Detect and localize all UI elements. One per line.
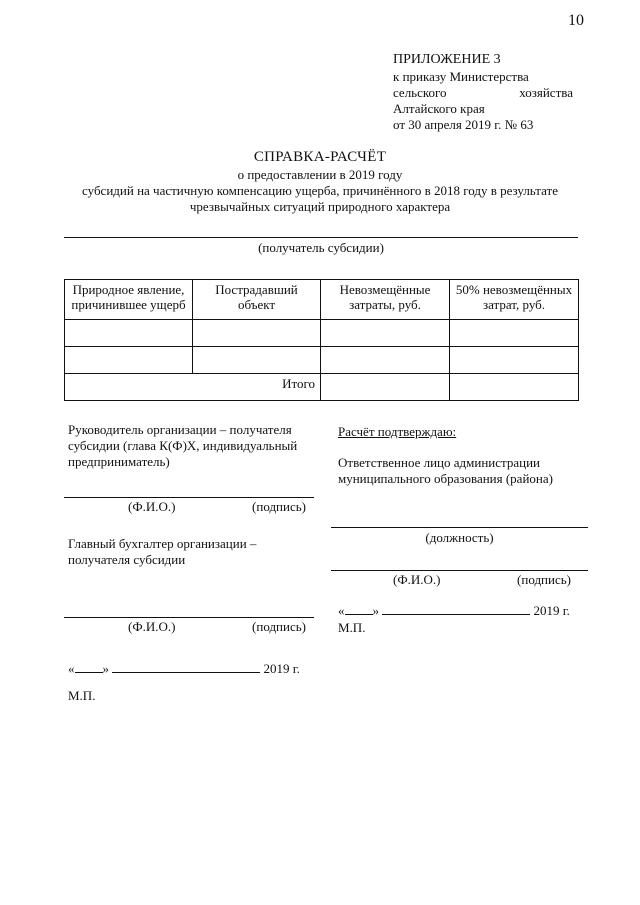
- table-row: [65, 347, 579, 374]
- document-title: [60, 149, 580, 215]
- position-label: (должность): [425, 530, 494, 545]
- appendix-date: от 30 апреля 2019 г. № 63: [393, 117, 534, 132]
- signature-label: (подпись): [252, 619, 306, 634]
- accountant-signature-line[interactable]: [64, 617, 314, 618]
- table-cell[interactable]: [65, 347, 193, 374]
- accountant-signature-labels: [128, 619, 306, 635]
- appendix-line-justified: [393, 85, 573, 101]
- date-quote-close: »: [102, 661, 109, 676]
- table-header: 50% невозмещённых затрат, руб.: [450, 280, 579, 320]
- left-date-row: [68, 661, 300, 677]
- fio-label: (Ф.И.О.): [128, 499, 176, 514]
- page-number: 10: [568, 12, 584, 29]
- fio-label: (Ф.И.О.): [393, 572, 441, 587]
- table-cell[interactable]: [450, 320, 579, 347]
- signature-label: (подпись): [517, 572, 571, 587]
- fio-label: (Ф.И.О.): [128, 619, 176, 634]
- head-signature-labels: [128, 499, 306, 515]
- table-cell[interactable]: [193, 347, 321, 374]
- right-stamp-label: М.П.: [338, 620, 366, 635]
- title-main: СПРАВКА-РАСЧЁТ: [253, 149, 387, 165]
- date-quote-open: «: [338, 603, 345, 618]
- left-stamp-label: М.П.: [68, 688, 96, 703]
- table-total-row: [65, 374, 579, 401]
- recipient-caption: (получатель субсидии): [258, 240, 384, 255]
- appendix-title: ПРИЛОЖЕНИЕ 3: [393, 52, 501, 67]
- date-year: 2019 г.: [263, 661, 300, 676]
- official-text: Ответственное лицо администрации муниципального образования (района): [338, 455, 553, 486]
- date-quote-open: «: [68, 661, 75, 676]
- head-signatory-text: Руководитель организации – получателя субсидии (глава К(Ф)Х, индивидуальный предприниматель): [68, 422, 298, 469]
- table-cell[interactable]: [321, 320, 450, 347]
- recipient-fill-line[interactable]: [64, 237, 578, 238]
- calculation-table: [64, 279, 579, 401]
- date-day-field[interactable]: [345, 603, 373, 615]
- table-cell[interactable]: [65, 320, 193, 347]
- appendix-word: сельского: [393, 85, 447, 100]
- table-header-row: [65, 280, 579, 320]
- total-cell[interactable]: [450, 374, 579, 401]
- appendix-word: хозяйства: [519, 85, 573, 100]
- official-signature-line[interactable]: [331, 570, 588, 571]
- right-date-row: [338, 603, 570, 619]
- title-line: субсидий на частичную компенсацию ущерба, причинённого в 2018 году в результате: [82, 183, 558, 198]
- title-line: чрезвычайных ситуаций природного характера: [189, 199, 451, 214]
- official-signature-labels: [393, 572, 571, 588]
- date-quote-close: »: [372, 603, 379, 618]
- table-header: Природное явление, причинившее ущерб: [65, 280, 193, 320]
- table-header: Невозмещённые затраты, руб.: [321, 280, 450, 320]
- head-signature-line[interactable]: [64, 497, 314, 498]
- table-cell[interactable]: [321, 347, 450, 374]
- total-label: Итого: [65, 374, 321, 401]
- date-month-field[interactable]: [382, 603, 530, 615]
- date-year: 2019 г.: [533, 603, 570, 618]
- position-line[interactable]: [331, 527, 588, 528]
- table-cell[interactable]: [450, 347, 579, 374]
- accountant-text: Главный бухгалтер организации – получателя субсидии: [68, 536, 257, 567]
- appendix-line: Алтайского края: [393, 101, 485, 116]
- table-row: [65, 320, 579, 347]
- signature-label: (подпись): [252, 499, 306, 514]
- confirm-label: Расчёт подтверждаю:: [338, 424, 457, 439]
- appendix-line: к приказу Министерства: [393, 69, 529, 84]
- date-month-field[interactable]: [112, 661, 260, 673]
- date-day-field[interactable]: [75, 661, 103, 673]
- appendix-block: [393, 52, 573, 133]
- table-cell[interactable]: [193, 320, 321, 347]
- table-header: Пострадавший объект: [193, 280, 321, 320]
- title-line: о предоставлении в 2019 году: [237, 167, 403, 182]
- total-cell[interactable]: [321, 374, 450, 401]
